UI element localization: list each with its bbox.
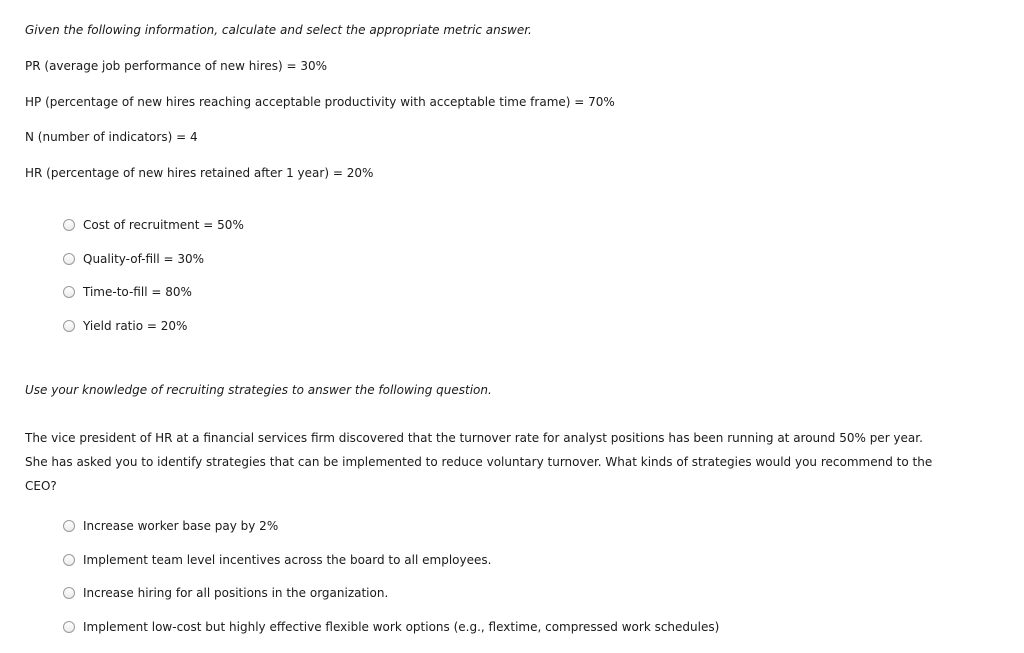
question-2-body-line: The vice president of HR at a financial services firm discovered that the turnover rate for analyst positions has been running at around 50% per year. [25,431,923,445]
option-label: Increase worker base pay by 2% [83,519,279,533]
option-label: Implement team level incentives across the board to all employees. [83,553,492,567]
radio-button[interactable] [63,554,75,566]
q2-option-increase-hiring[interactable] [63,585,388,601]
q2-option-team-incentives[interactable] [63,552,491,568]
q1-option-quality-of-fill[interactable] [63,251,204,267]
question-1-prompt: Given the following information, calculate and select the appropriate metric answer. [25,23,532,37]
radio-button[interactable] [63,587,75,599]
question-2-body-line: CEO? [25,479,57,493]
radio-button[interactable] [63,320,75,332]
q1-option-cost-of-recruitment[interactable] [63,217,244,233]
option-label: Time-to-fill = 80% [83,285,192,299]
option-label: Implement low-cost but highly effective flexible work options (e.g., flextime, compressed work schedules) [83,620,720,634]
radio-button[interactable] [63,520,75,532]
option-label: Increase hiring for all positions in the organization. [83,586,389,600]
option-label: Quality-of-fill = 30% [83,252,205,266]
fact-pr: PR (average job performance of new hires) = 30% [25,59,328,73]
fact-hp: HP (percentage of new hires reaching acceptable productivity with acceptable time frame) = 70% [25,95,615,109]
radio-button[interactable] [63,286,75,298]
radio-button[interactable] [63,219,75,231]
question-2-body [25,426,955,498]
option-label: Yield ratio = 20% [83,319,188,333]
question-2-instruction: Use your knowledge of recruiting strategies to answer the following question. [25,383,492,397]
fact-hr: HR (percentage of new hires retained after 1 year) = 20% [25,166,374,180]
question-2-body-line: She has asked you to identify strategies that can be implemented to reduce voluntary turnover. What kinds of strategies would you recommend to the [25,455,933,469]
q1-option-yield-ratio[interactable] [63,318,187,334]
q2-option-increase-base-pay[interactable] [63,518,278,534]
fact-n: N (number of indicators) = 4 [25,130,198,144]
radio-button[interactable] [63,253,75,265]
q1-option-time-to-fill[interactable] [63,284,192,300]
option-label: Cost of recruitment = 50% [83,218,244,232]
q2-option-flexible-work[interactable] [63,619,719,635]
radio-button[interactable] [63,621,75,633]
